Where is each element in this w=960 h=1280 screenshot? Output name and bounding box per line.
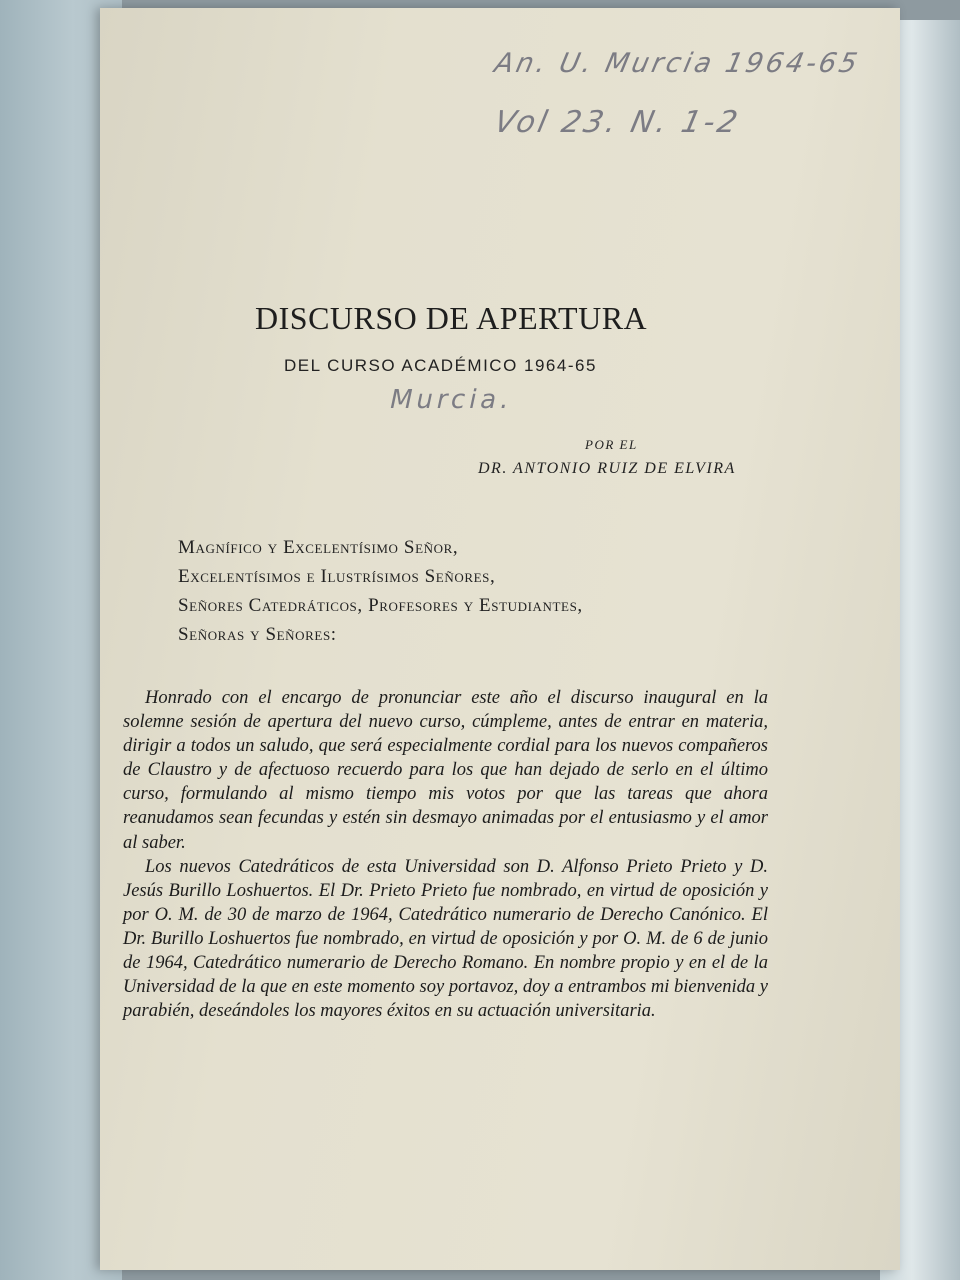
paragraph: Los nuevos Catedráticos de esta Universidad son D. Alfonso Prieto Prieto y D. Jesús Burillo Loshuertos. El Dr. Prieto Prieto fue nombrado, en virtud de oposición y por O. M. de 30 de marzo de 1964, Catedrático numerario de Derecho Canónico. El Dr. Burillo Loshuertos fue nombrado, en virtud de oposición y por O. M. de 6 de junio de 1964, Catedrático numerario de Derecho Romano. En nombre propio y en el de la Universidad de la que en este momento soy portavoz, doy a entrambos mi bienvenida y parabién, deseándoles los mayores éxitos en su actuación universitaria. xyxy=(123,856,768,1022)
handwritten-annotation-line2: Vol 23. N. 1-2 xyxy=(491,105,744,140)
salutation-line: Magnífico y Excelentísimo Señor, xyxy=(178,537,459,558)
salutation-block xyxy=(178,533,778,649)
page-subtitle: DEL CURSO ACADÉMICO 1964-65 xyxy=(284,356,597,375)
handwritten-annotation-murcia: Murcia. xyxy=(386,385,516,415)
author-name: DR. ANTONIO RUIZ DE ELVIRA xyxy=(478,460,736,477)
salutation-line: Señores Catedráticos, Profesores y Estudiantes, xyxy=(178,595,583,616)
byline-prefix: POR EL xyxy=(585,437,638,452)
salutation-line: Excelentísimos e Ilustrísimos Señores, xyxy=(178,566,496,587)
paragraph: Honrado con el encargo de pronunciar este año el discurso inaugural en la solemne sesión de apertura del nuevo curso, cúmpleme, antes de entrar en materia, dirigir a todos un saludo, que será especialmente cordial para los nuevos compañeros de Claustro y de afectuoso recuerdo para los que han dejado de serlo en el último curso, formulando al mismo tiempo mis votos por que las tareas que ahora reanudamos sean fecundas y estén sin desmayo animadas por el entusiasmo y el amor al saber. xyxy=(123,688,768,853)
salutation-line: Señoras y Señores: xyxy=(178,624,337,645)
handwritten-annotation-line1: An. U. Murcia 1964-65 xyxy=(491,48,863,79)
page-title: DISCURSO DE APERTURA xyxy=(255,300,648,336)
body-text xyxy=(123,686,768,1023)
